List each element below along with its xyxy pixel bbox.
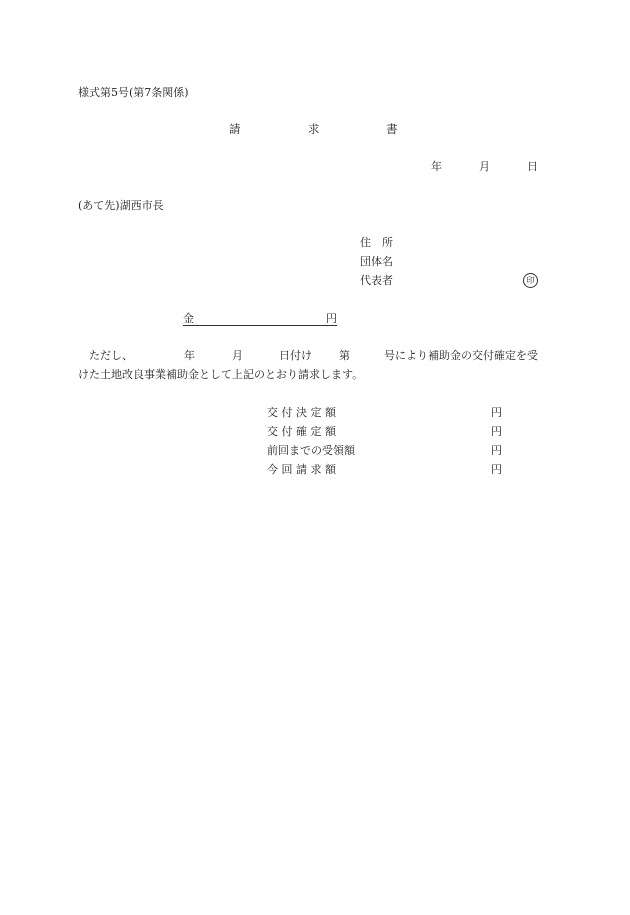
title-char-2: 求 (308, 122, 320, 136)
group-name-label: 団体名 (360, 255, 393, 268)
summary-label-received: 前回までの受領額 (267, 444, 355, 457)
seal-mark: 印 (523, 273, 538, 288)
address-label: 住 所 (360, 236, 393, 249)
summary-unit-received: 円 (491, 444, 502, 457)
summary-label-confirmed: 交 付 確 定 額 (267, 425, 336, 438)
date-month-label: 月 (479, 160, 490, 173)
body-month: 月 (232, 349, 243, 362)
summary-unit-confirmed: 円 (491, 425, 502, 438)
title-char-1: 請 (229, 122, 241, 136)
date-year-label: 年 (431, 160, 442, 173)
body-line-2: けた土地改良事業補助金として上記のとおり請求します。 (78, 368, 364, 381)
date-day-label: 日 (527, 160, 538, 173)
body-rest: 号により補助金の交付確定を受 (384, 349, 538, 362)
summary-label-current: 今 回 請 求 額 (267, 463, 336, 476)
body-dai: 第 (339, 349, 350, 362)
representative-label: 代表者 (360, 274, 393, 287)
amount-prefix: 金 (183, 312, 194, 325)
body-tadashi: ただし、 (89, 349, 133, 362)
summary-unit-decided: 円 (491, 406, 502, 419)
amount-underline (183, 325, 337, 326)
body-dated: 日付け (279, 349, 312, 362)
amount-suffix: 円 (326, 312, 337, 325)
summary-label-decided: 交 付 決 定 額 (267, 406, 336, 419)
form-number: 様式第5号(第7条関係) (78, 86, 189, 99)
title-char-3: 書 (386, 122, 398, 136)
summary-unit-current: 円 (491, 463, 502, 476)
addressee: (あて先)湖西市長 (78, 199, 164, 212)
body-year: 年 (184, 349, 195, 362)
